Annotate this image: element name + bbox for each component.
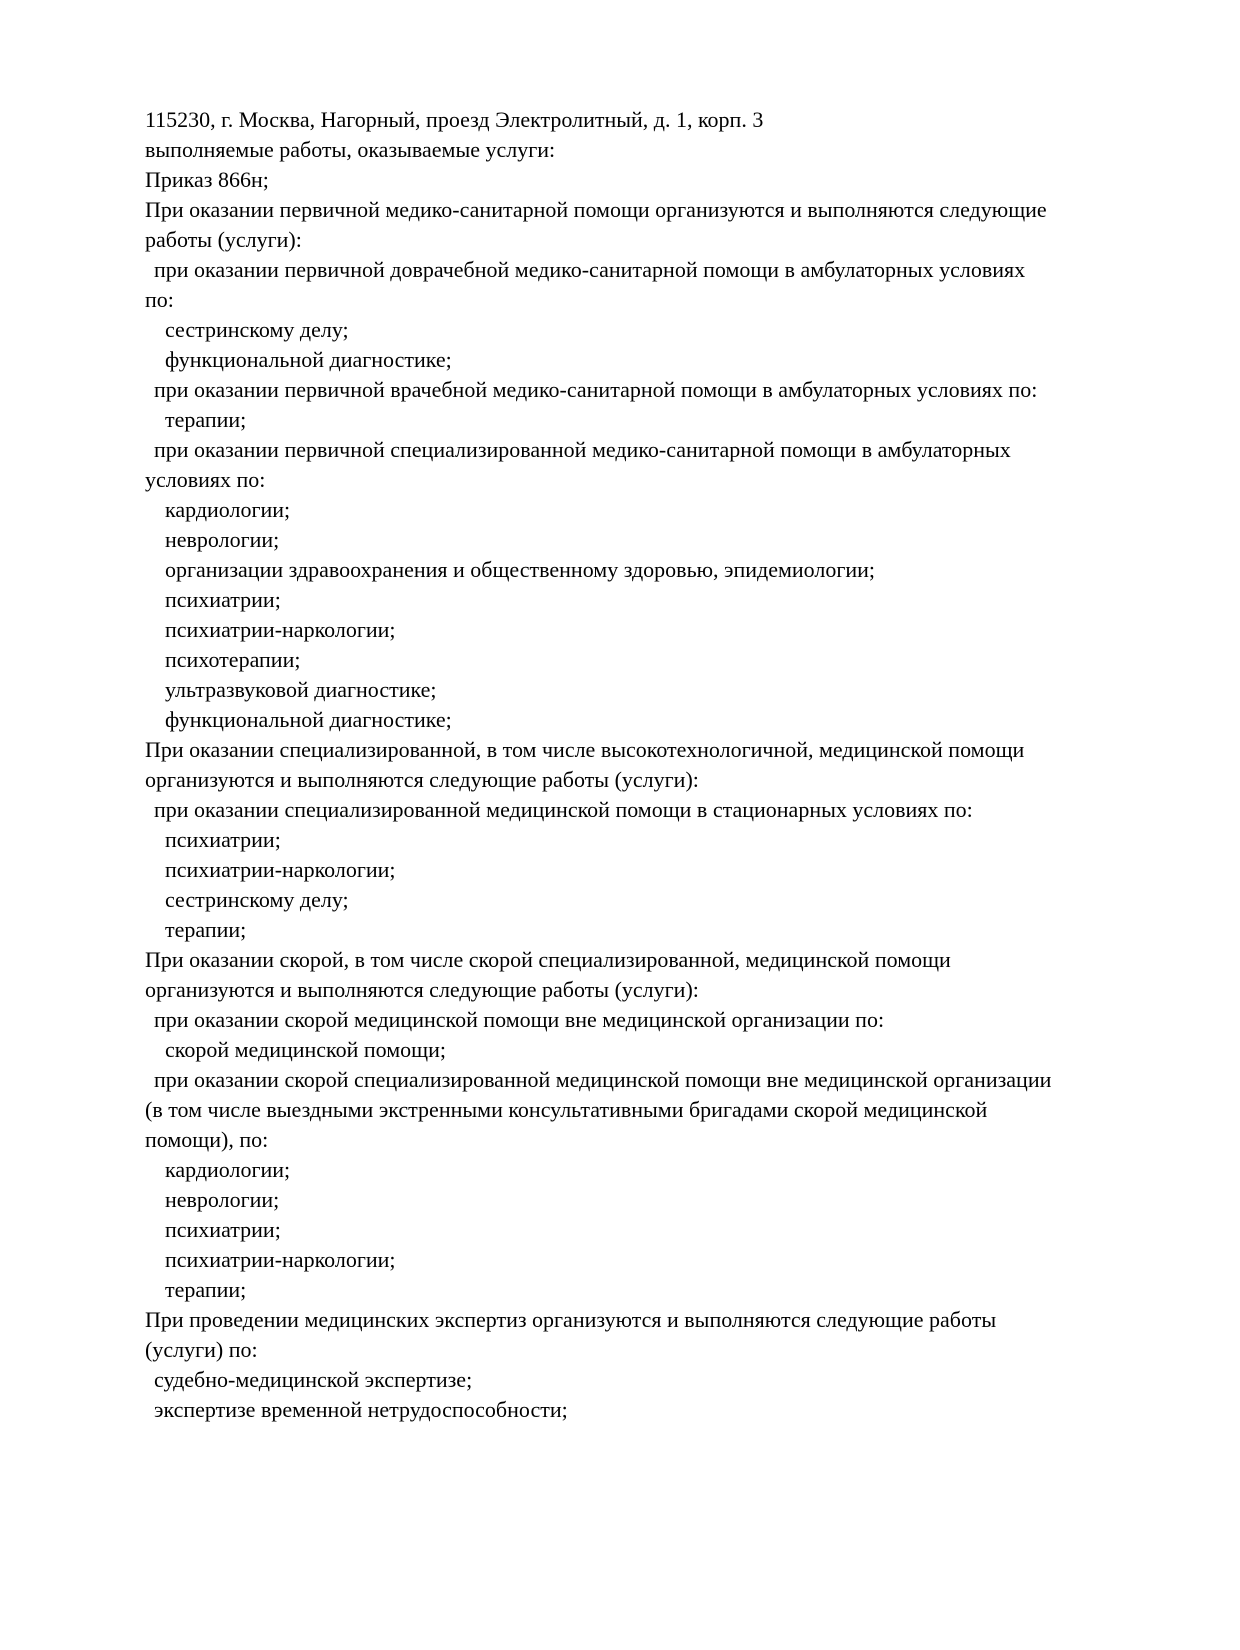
text-line: сестринскому делу; bbox=[165, 317, 349, 342]
text-line: работы (услуги): bbox=[145, 227, 302, 252]
text-line: (в том числе выездными экстренными консультативными бригадами скорой медицинской bbox=[145, 1097, 988, 1122]
text-line: при оказании скорой медицинской помощи вне медицинской организации по: bbox=[154, 1007, 885, 1032]
text-line: организуются и выполняются следующие работы (услуги): bbox=[145, 977, 699, 1002]
text-line: терапии; bbox=[165, 1277, 247, 1302]
text-line: 115230, г. Москва, Нагорный, проезд Электролитный, д. 1, корп. 3 bbox=[145, 107, 764, 132]
text-line: по: bbox=[145, 287, 174, 312]
text-line: психиатрии-наркологии; bbox=[165, 1247, 396, 1272]
text-line: психиатрии-наркологии; bbox=[165, 617, 396, 642]
text-line: скорой медицинской помощи; bbox=[165, 1037, 447, 1062]
text-line: психиатрии; bbox=[165, 587, 281, 612]
text-line: функциональной диагностике; bbox=[165, 707, 452, 732]
text-line: при оказании первичной специализированной медико-санитарной помощи в амбулаторных bbox=[154, 437, 1011, 462]
text-line: Приказ 866н; bbox=[145, 167, 269, 192]
text-line: терапии; bbox=[165, 407, 247, 432]
text-line: психиатрии; bbox=[165, 827, 281, 852]
text-line: сестринскому делу; bbox=[165, 887, 349, 912]
text-line: функциональной диагностике; bbox=[165, 347, 452, 372]
text-line: выполняемые работы, оказываемые услуги: bbox=[145, 137, 556, 162]
text-line: При проведении медицинских экспертиз организуются и выполняются следующие работы bbox=[145, 1307, 997, 1332]
text-line: При оказании первичной медико-санитарной помощи организуются и выполняются следующие bbox=[145, 197, 1047, 222]
text-line: при оказании первичной доврачебной медико-санитарной помощи в амбулаторных условиях bbox=[154, 257, 1026, 282]
text-line: неврологии; bbox=[165, 1187, 280, 1212]
license-works-text bbox=[145, 105, 1051, 1425]
text-line: психотерапии; bbox=[165, 647, 301, 672]
text-line: (услуги) по: bbox=[145, 1337, 258, 1362]
text-line: При оказании специализированной, в том числе высокотехнологичной, медицинской помощи bbox=[145, 737, 1025, 762]
text-line: ультразвуковой диагностике; bbox=[165, 677, 437, 702]
text-line: неврологии; bbox=[165, 527, 280, 552]
text-line: При оказании скорой, в том числе скорой специализированной, медицинской помощи bbox=[145, 947, 951, 972]
text-line: при оказании специализированной медицинской помощи в стационарных условиях по: bbox=[154, 797, 973, 822]
text-line: при оказании первичной врачебной медико-санитарной помощи в амбулаторных условиях по: bbox=[154, 377, 1038, 402]
text-line: терапии; bbox=[165, 917, 247, 942]
text-line: судебно-медицинской экспертизе; bbox=[154, 1367, 473, 1392]
text-line: экспертизе временной нетрудоспособности; bbox=[154, 1397, 568, 1422]
text-line: кардиологии; bbox=[165, 1157, 291, 1182]
text-line: условиях по: bbox=[145, 467, 266, 492]
text-line: психиатрии-наркологии; bbox=[165, 857, 396, 882]
text-line: при оказании скорой специализированной медицинской помощи вне медицинской организации bbox=[154, 1067, 1052, 1092]
text-line: организации здравоохранения и общественному здоровью, эпидемиологии; bbox=[165, 557, 876, 582]
text-line: кардиологии; bbox=[165, 497, 291, 522]
text-line: помощи), по: bbox=[145, 1127, 269, 1152]
text-line: организуются и выполняются следующие работы (услуги): bbox=[145, 767, 699, 792]
text-line: психиатрии; bbox=[165, 1217, 281, 1242]
